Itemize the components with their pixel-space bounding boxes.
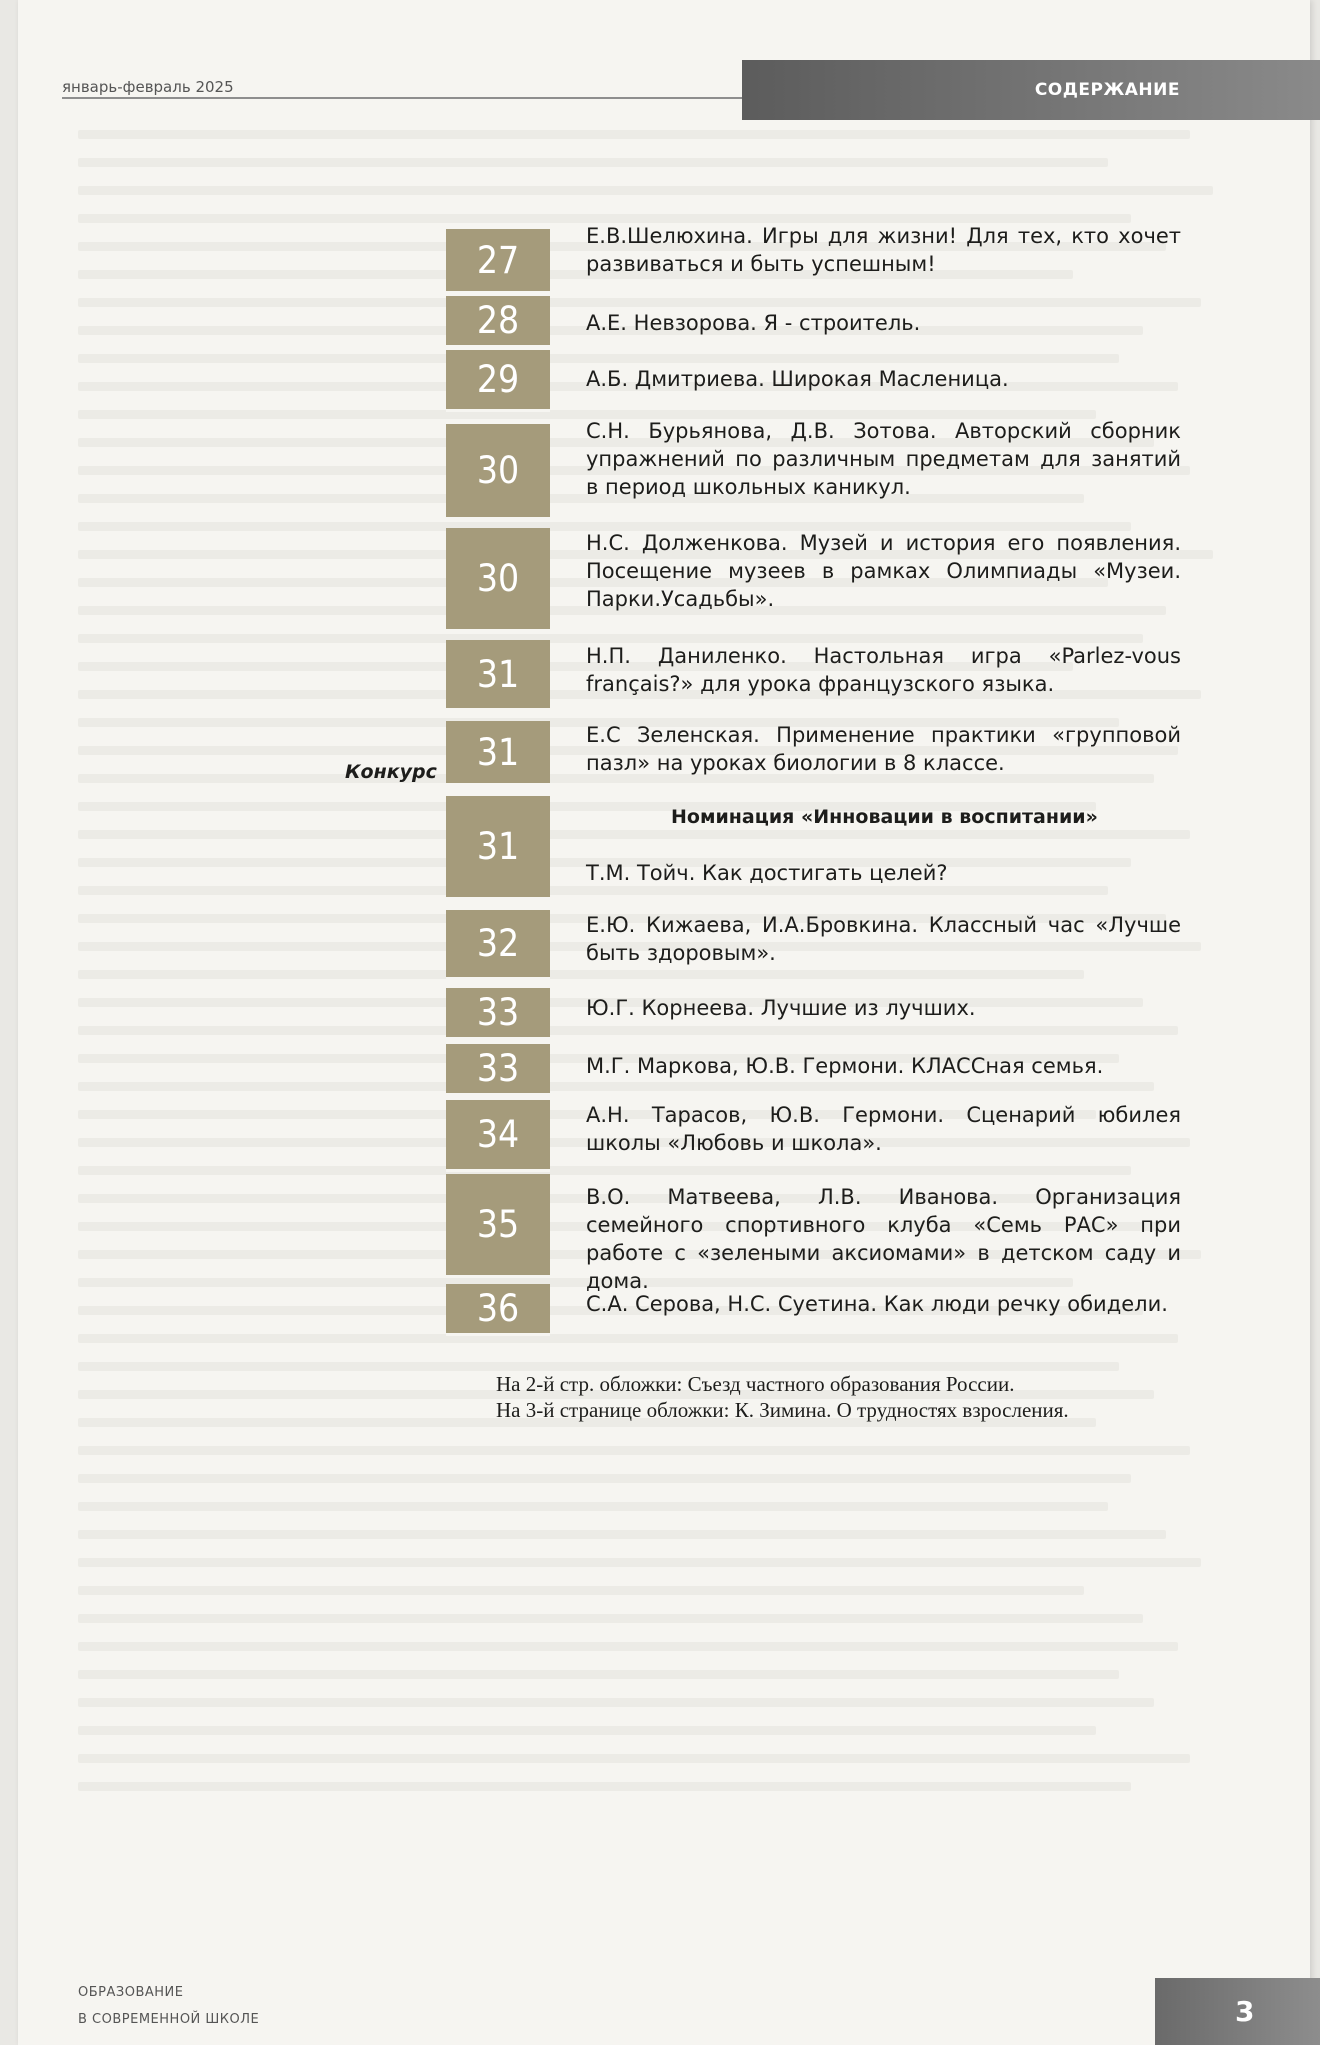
toc-page-number: 28 — [446, 296, 550, 348]
journal-title-line: В СОВРЕМЕННОЙ ШКОЛЕ — [78, 2012, 260, 2027]
toc-entry[interactable]: А.Н. Тарасов, Ю.В. Гермони. Сценарий юбилея школы «Любовь и школа». — [586, 1103, 1181, 1155]
toc-entry[interactable]: С.Н. Бурьянова, Д.В. Зотова. Авторский сборник упражнений по различным предметам для занятий в период школьных каникул. — [586, 419, 1181, 499]
toc-page-number: 33 — [446, 1044, 550, 1096]
toc-page-number: 30 — [446, 528, 550, 632]
toc-entry[interactable]: Н.П. Даниленко. Настольная игра «Parlez-vous français?» для урока французского языка. — [586, 644, 1181, 696]
section-label-contest: Конкурс — [345, 761, 437, 783]
journal-title-line: ОБРАЗОВАНИЕ — [78, 1985, 184, 2000]
toc-page-number: 32 — [446, 910, 550, 980]
cover-note: На 2-й стр. обложки: Съезд частного образования России. — [496, 1372, 1015, 1396]
toc-page-number: 35 — [446, 1174, 550, 1278]
magazine-page — [18, 0, 1310, 2045]
cover-note: На 3-й странице обложки: К. Зимина. О трудностях взросления. — [496, 1398, 1069, 1422]
nomination-heading: Номинация «Инновации в воспитании» — [671, 806, 1098, 828]
toc-page-number: 31 — [446, 721, 550, 786]
toc-page-number: 36 — [446, 1284, 550, 1336]
header-rule — [62, 97, 742, 99]
toc-entry[interactable]: Н.С. Долженкова. Музей и история его появления. Посещение музеев в рамках Олимпиады «Музеи. Парки.Усадьбы». — [586, 531, 1181, 611]
toc-entry[interactable]: А.Е. Невзорова. Я - строитель. — [586, 311, 921, 335]
toc-page-number: 31 — [446, 640, 550, 711]
section-title: СОДЕРЖАНИЕ — [1034, 80, 1180, 100]
toc-page-number: 34 — [446, 1100, 550, 1172]
issue-date: январь-февраль 2025 — [62, 78, 234, 96]
toc-entry[interactable]: А.Б. Дмитриева. Широкая Масленица. — [586, 367, 1009, 391]
toc-entry[interactable]: М.Г. Маркова, Ю.В. Гермони. КЛАССная семья. — [586, 1054, 1104, 1078]
page-number: 3 — [1235, 1995, 1255, 2028]
toc-page-number: 29 — [446, 350, 550, 412]
page-number-tab — [1155, 1978, 1320, 2045]
toc-entry[interactable]: Е.Ю. Кижаева, И.А.Бровкина. Классный час «Лучше быть здоровым». — [586, 913, 1181, 965]
bleed-through-background — [78, 130, 1248, 1930]
toc-page-number: 30 — [446, 424, 550, 520]
toc-entry[interactable]: Е.В.Шелюхина. Игры для жизни! Для тех, кто хочет развиваться и быть успешным! — [586, 224, 1181, 276]
toc-entry[interactable]: Ю.Г. Корнеева. Лучшие из лучших. — [586, 996, 976, 1020]
section-title-banner — [742, 60, 1320, 120]
toc-page-number: 33 — [446, 988, 550, 1040]
toc-entry[interactable]: В.О. Матвеева, Л.В. Иванова. Организация семейного спортивного клуба «Семь РАС» при работе с «зелеными аксиомами» в детском саду и дома. — [586, 1185, 1181, 1293]
toc-page-number: 27 — [446, 229, 550, 294]
toc-page-number: 31 — [446, 796, 550, 900]
toc-entry[interactable]: Е.С Зеленская. Применение практики «групповой пазл» на уроках биологии в 8 классе. — [586, 723, 1181, 775]
toc-entry[interactable]: С.А. Серова, Н.С. Суетина. Как люди речку обидели. — [586, 1292, 1168, 1316]
toc-entry[interactable]: Т.М. Тойч. Как достигать целей? — [586, 861, 948, 885]
